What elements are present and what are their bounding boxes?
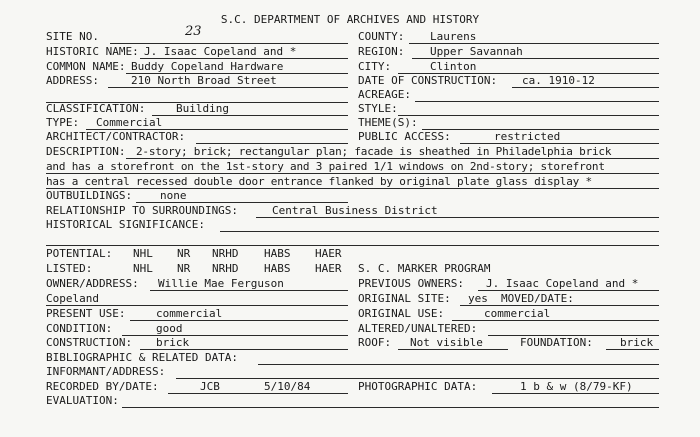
foundation-line (606, 349, 659, 350)
city-label: CITY: (358, 60, 392, 73)
listed-nrhd: NRHD (212, 262, 239, 275)
roof-value: Not visible (410, 336, 483, 349)
address-value: 210 North Broad Street (131, 74, 277, 87)
condition-value: good (156, 322, 183, 335)
type-label: TYPE: (46, 116, 80, 129)
outbuildings-line (136, 202, 348, 203)
listed-habs: HABS (264, 262, 291, 275)
region-label: REGION: (358, 45, 405, 58)
informant-label: INFORMANT/ADDRESS: (46, 365, 166, 378)
access-line (460, 143, 659, 144)
county-label: COUNTY: (358, 30, 405, 43)
classification-label: CLASSIFICATION: (46, 102, 146, 115)
listed-nhl: NHL (133, 262, 153, 275)
original-site-label: ORIGINAL SITE: (358, 292, 451, 305)
classification-value: Building (176, 102, 229, 115)
potential-label: POTENTIAL: (46, 247, 113, 260)
owner-line-2 (46, 305, 348, 306)
recorded-date-value: 5/10/84 (264, 380, 311, 393)
acreage-label: ACREAGE: (358, 88, 411, 101)
photo-label: PHOTOGRAPHIC DATA: (358, 380, 478, 393)
outbuildings-value: none (160, 189, 187, 202)
present-use-label: PRESENT USE: (46, 307, 126, 320)
evaluation-line (122, 407, 659, 408)
classification-top-line (46, 102, 348, 103)
original-site-value: yes (468, 292, 488, 305)
access-value: restricted (494, 130, 561, 143)
date-line (512, 87, 659, 88)
condition-label: CONDITION: (46, 322, 113, 335)
style-line (398, 115, 659, 116)
potential-nr: NR (177, 247, 191, 260)
evaluation-label: EVALUATION: (46, 394, 119, 407)
theme-label: THEME(S): (358, 116, 418, 129)
biblio-line (258, 364, 659, 365)
description-underline-3 (46, 188, 659, 189)
type-value: Commercial (96, 116, 163, 129)
description-underline-1 (126, 158, 659, 159)
agency-header: S.C. DEPARTMENT OF ARCHIVES AND HISTORY (220, 13, 480, 26)
city-value: Clinton (430, 60, 477, 73)
address-line (108, 87, 348, 88)
significance-label: HISTORICAL SIGNIFICANCE: (46, 218, 205, 231)
recorded-label: RECORDED BY/DATE: (46, 380, 159, 393)
site-no-value: 23 (185, 24, 202, 39)
potential-haer: HAER (315, 247, 342, 260)
county-line (409, 43, 659, 44)
date-value: ca. 1910-12 (522, 74, 595, 87)
historic-name-label: HISTORIC NAME: (46, 45, 139, 58)
relationship-label: RELATIONSHIP TO SURROUNDINGS: (46, 204, 239, 217)
previous-owners-label: PREVIOUS OWNERS: (358, 277, 464, 290)
present-use-line (130, 320, 348, 321)
description-underline-2 (46, 173, 659, 174)
altered-label: ALTERED/UNALTERED: (358, 322, 478, 335)
owner-value-1: Willie Mae Ferguson (158, 277, 284, 290)
photo-line (492, 393, 659, 394)
moved-label: MOVED/DATE: (501, 292, 574, 305)
roof-line (398, 349, 508, 350)
architect-line (196, 143, 348, 144)
outbuildings-label: OUTBUILDINGS: (46, 189, 133, 202)
previous-owners-line (478, 290, 659, 291)
potential-habs: HABS (264, 247, 291, 260)
biblio-label: BIBLIOGRAPHIC & RELATED DATA: (46, 351, 239, 364)
common-name-value: Buddy Copeland Hardware (131, 60, 284, 73)
foundation-value: brick (620, 336, 654, 349)
construction-label: CONSTRUCTION: (46, 336, 133, 349)
address-label: ADDRESS: (46, 74, 99, 87)
owner-value-2: Copeland (46, 292, 99, 305)
original-use-line (452, 320, 659, 321)
construction-value: brick (156, 336, 190, 349)
photo-value: 1 b & w (8/79-KF) (520, 380, 633, 393)
present-use-value: commercial (156, 307, 223, 320)
historic-name-line (140, 58, 348, 59)
classification-line (152, 115, 348, 116)
significance-line (220, 231, 659, 232)
access-label: PUBLIC ACCESS: (358, 130, 451, 143)
owner-line (150, 290, 348, 291)
potential-nrhd: NRHD (212, 247, 239, 260)
owner-label: OWNER/ADDRESS: (46, 277, 139, 290)
relationship-line (256, 217, 659, 218)
original-use-value: commercial (484, 307, 551, 320)
original-site-line (460, 305, 659, 306)
historic-name-value: J. Isaac Copeland and * (144, 45, 297, 58)
recorded-by-value: JCB (200, 380, 220, 393)
listed-nr: NR (177, 262, 191, 275)
previous-owners-value: J. Isaac Copeland and * (486, 277, 639, 290)
architect-label: ARCHITECT/CONTRACTOR: (46, 130, 186, 143)
common-name-label: COMMON NAME: (46, 60, 126, 73)
region-value: Upper Savannah (430, 45, 523, 58)
recorded-line (168, 393, 348, 394)
acreage-line (415, 101, 659, 102)
county-value: Laurens (430, 30, 477, 43)
original-use-label: ORIGINAL USE: (358, 307, 445, 320)
style-label: STYLE: (358, 102, 398, 115)
roof-label: ROOF: (358, 336, 392, 349)
description-line-3: has a central recessed double door entrance flanked by original plate glass display * (46, 175, 592, 188)
section-separator (46, 245, 659, 246)
site-no-label: SITE NO. (46, 30, 99, 43)
listed-haer: HAER (315, 262, 342, 275)
site-no-line (110, 43, 348, 44)
region-line (412, 58, 659, 59)
date-label: DATE OF CONSTRUCTION: (358, 74, 498, 87)
foundation-label: FOUNDATION: (520, 336, 593, 349)
potential-nhl: NHL (133, 247, 153, 260)
relationship-value: Central Business District (272, 204, 438, 217)
description-label: DESCRIPTION: (46, 145, 126, 158)
construction-line (140, 349, 348, 350)
marker-program: S. C. MARKER PROGRAM (358, 262, 491, 275)
informant-line (176, 378, 659, 379)
description-line-2: and has a storefront on the 1st-story and 3 paired 1/1 windows on 2nd-story; storefront (46, 160, 605, 173)
description-line-1: 2-story; brick; rectangular plan; facade is sheathed in Philadelphia brick (136, 145, 612, 158)
listed-label: LISTED: (46, 262, 93, 275)
